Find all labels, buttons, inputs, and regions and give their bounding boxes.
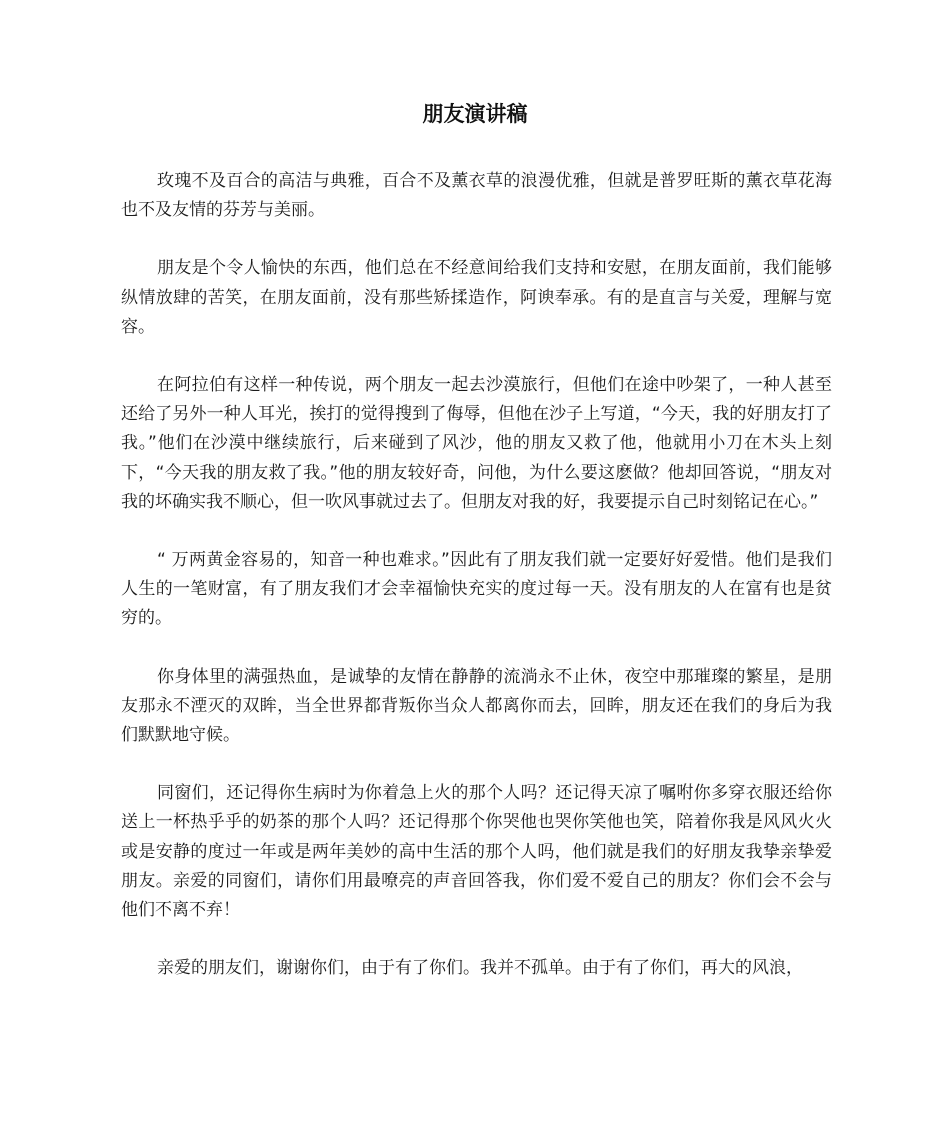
paragraph: 同窗们，还记得你生病时为你着急上火的那个人吗？还记得天凉了嘱咐你多穿衣服还给你送上一杯热乎乎的奶茶的那个人吗？还记得那个你哭他也哭你笑他也笑，陪着你我是风风火火或是安静的度过一年或是两年美妙的高中生活的那个人吗，他们就是我们的好朋友我挚亲挚爱朋友。亲爱的同窗们，请你们用最嘹亮的声音回答我，你们爱不爱自己的朋友？你们会不会与他们不离不弃！ (121, 783, 832, 921)
paragraph: 在阿拉伯有这样一种传说，两个朋友一起去沙漠旅行，但他们在途中吵架了，一种人甚至还给了另外一种人耳光，挨打的觉得搜到了侮辱，但他在沙子上写道，“今天，我的好朋友打了我。”他们在沙漠中继续旅行，后来碰到了风沙，他的朋友又救了他，他就用小刀在木头上刻下，“今天我的朋友救了我。”他的朋友较好奇，问他，为什么要这麽做？他却回答说，“朋友对我的坏确实我不顺心，但一吹风事就过去了。但朋友对我的好，我要提示自己时刻铭记在心。” (121, 375, 832, 512)
paragraph: 亲爱的朋友们，谢谢你们，由于有了你们。我并不孤单。由于有了你们，再大的风浪， (157, 958, 803, 979)
paragraph: 你身体里的满强热血，是诚挚的友情在静静的流淌永不止休，夜空中那璀璨的繁星，是朋友那永不湮灭的双眸，当全世界都背叛你当众人都离你而去，回眸，朋友还在我们的身后为我们默默地守候。 (121, 666, 832, 746)
document-title: 朋友演讲稿 (422, 102, 528, 126)
paragraph: 朋友是个令人愉快的东西，他们总在不经意间给我们支持和安慰，在朋友面前，我们能够纵情放肆的苦笑，在朋友面前，没有那些矫揉造作，阿谀奉承。有的是直言与关爱，理解与宽容。 (121, 258, 832, 337)
document-body (121, 167, 832, 1012)
paragraph: “ 万两黄金容易的，知音一种也难求。”因此有了朋友我们就一定要好好爱惜。他们是我们人生的一笔财富，有了朋友我们才会幸福愉快充实的度过每一天。没有朋友的人在富有也是贫穷的。 (121, 550, 832, 629)
paragraph: 玫瑰不及百合的高洁与典雅，百合不及薰衣草的浪漫优雅，但就是普罗旺斯的薰衣草花海也不及友情的芬芳与美丽。 (121, 171, 832, 221)
